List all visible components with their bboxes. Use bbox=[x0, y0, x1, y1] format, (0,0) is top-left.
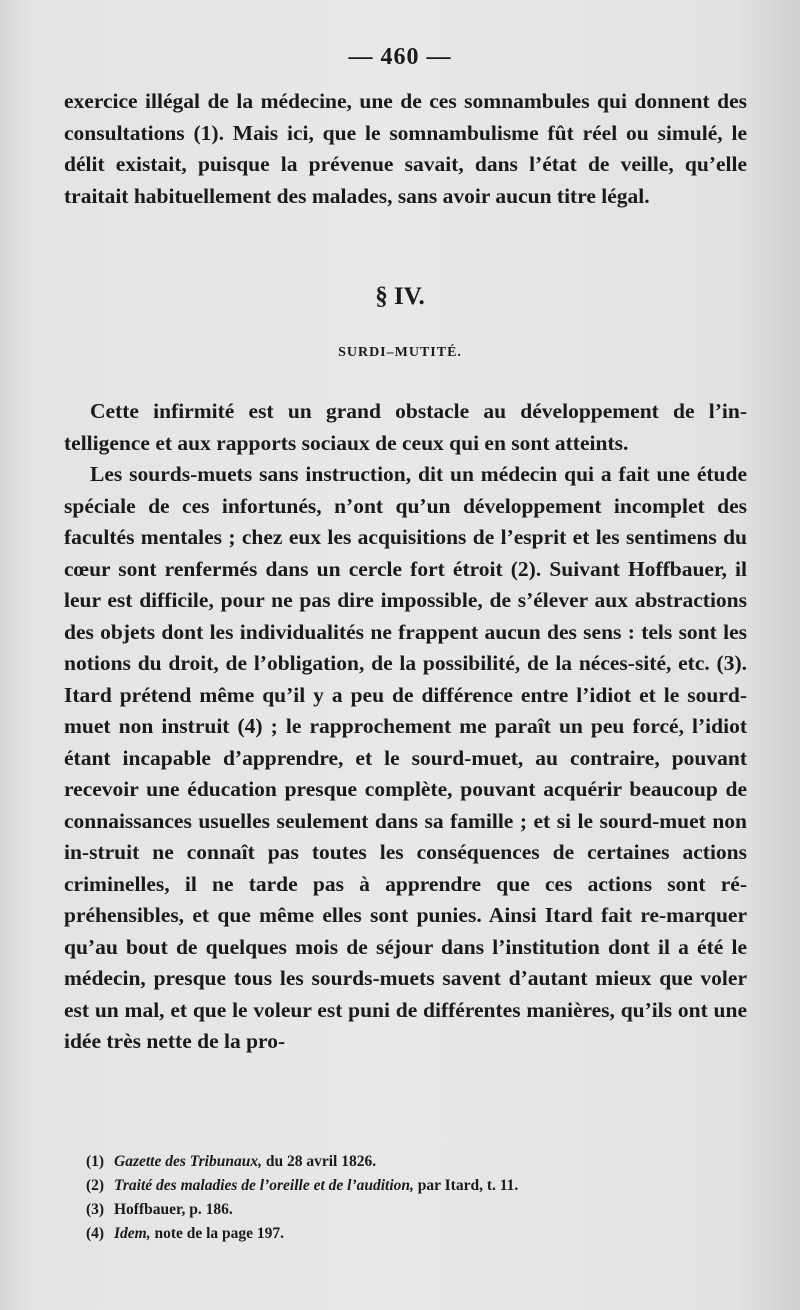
footnote bbox=[86, 1174, 726, 1198]
footnote-text: Hoffbauer, p. 186. bbox=[114, 1201, 233, 1218]
paragraph-text: exercice illégal de la médecine, une de ces somnambules qui donnent des consultations (1). Mais ici, que le somnambulisme fût réel ou simulé, le délit existait, puisque la prévenue savait, dans l’état de veille, qu’elle traitait habituellement des malades, sans avoir aucun titre légal. bbox=[64, 89, 747, 208]
footnote-number: (4) bbox=[86, 1225, 105, 1242]
footnote bbox=[86, 1198, 726, 1222]
section-heading: § IV. bbox=[375, 283, 425, 310]
footnote bbox=[86, 1150, 726, 1174]
footnote-number: (3) bbox=[86, 1201, 105, 1218]
paragraph-text: Les sourds-muets sans instruction, dit un médecin qui a fait une étude spéciale de ces infortunés, n’ont qu’un développement incomplet des facultés mentales ; chez eux les acquisitions de l’esprit et les sentimens du cœur sont renfermés dans un cercle fort étroit (2). Suivant Hoffbauer, il leur est difficile, pour ne pas dire impossible, de s’élever aux abstractions des objets dont les individualités ne frappent aucun des sens : tels sont les notions du droit, de l’obligation, de la possibilité, de la néces-sité, etc. (3). Itard prétend même qu’il y a peu de différence entre l’idiot et le sourd-muet non instruit (4) ; le rapprochement me paraît un peu forcé, l’idiot étant incapable d’apprendre, et le sourd-muet, au contraire, pouvant recevoir une éducation presque complète, pouvant acquérir beaucoup de connaissances usuelles seulement dans sa famille ; et si le sourd-muet non in-struit ne connaît pas toutes les conséquences de certaines actions criminelles, il ne tarde pas à apprendre que ces actions sont ré-préhensibles, et que même elles sont punies. Ainsi Itard fait re-marquer qu’au bout de quelques mois de séjour dans l’institution dont il a été le médecin, presque tous les sourds-muets savent d’autant mieux que voler est un mal, et que le voleur est puni de différentes manières, qu’ils ont une idée très nette de la pro- bbox=[64, 462, 747, 1053]
footnote-text: par Itard, t. 11. bbox=[413, 1177, 519, 1194]
section-body bbox=[64, 396, 747, 1058]
paragraph-continued bbox=[64, 86, 747, 212]
section-title: SURDI–MUTITÉ. bbox=[338, 345, 462, 360]
footnotes bbox=[86, 1150, 726, 1246]
footnote-title: Idem, bbox=[114, 1225, 151, 1242]
page-number: — 460 — bbox=[348, 44, 452, 70]
footnote-number: (2) bbox=[86, 1177, 105, 1194]
footnote bbox=[86, 1222, 726, 1246]
footnote-text: du 28 avril 1826. bbox=[261, 1153, 377, 1170]
footnote-number: (1) bbox=[86, 1153, 105, 1170]
footnote-title: Traité des maladies de l’oreille et de l’audition, bbox=[114, 1177, 414, 1194]
footnote-text: note de la page 197. bbox=[150, 1225, 285, 1242]
footnote-title: Gazette des Tribunaux, bbox=[114, 1153, 262, 1170]
paragraph-text: Cette infirmité est un grand obstacle au développement de l’in-telligence et aux rapports sociaux de ceux qui en sont atteints. bbox=[64, 399, 747, 455]
